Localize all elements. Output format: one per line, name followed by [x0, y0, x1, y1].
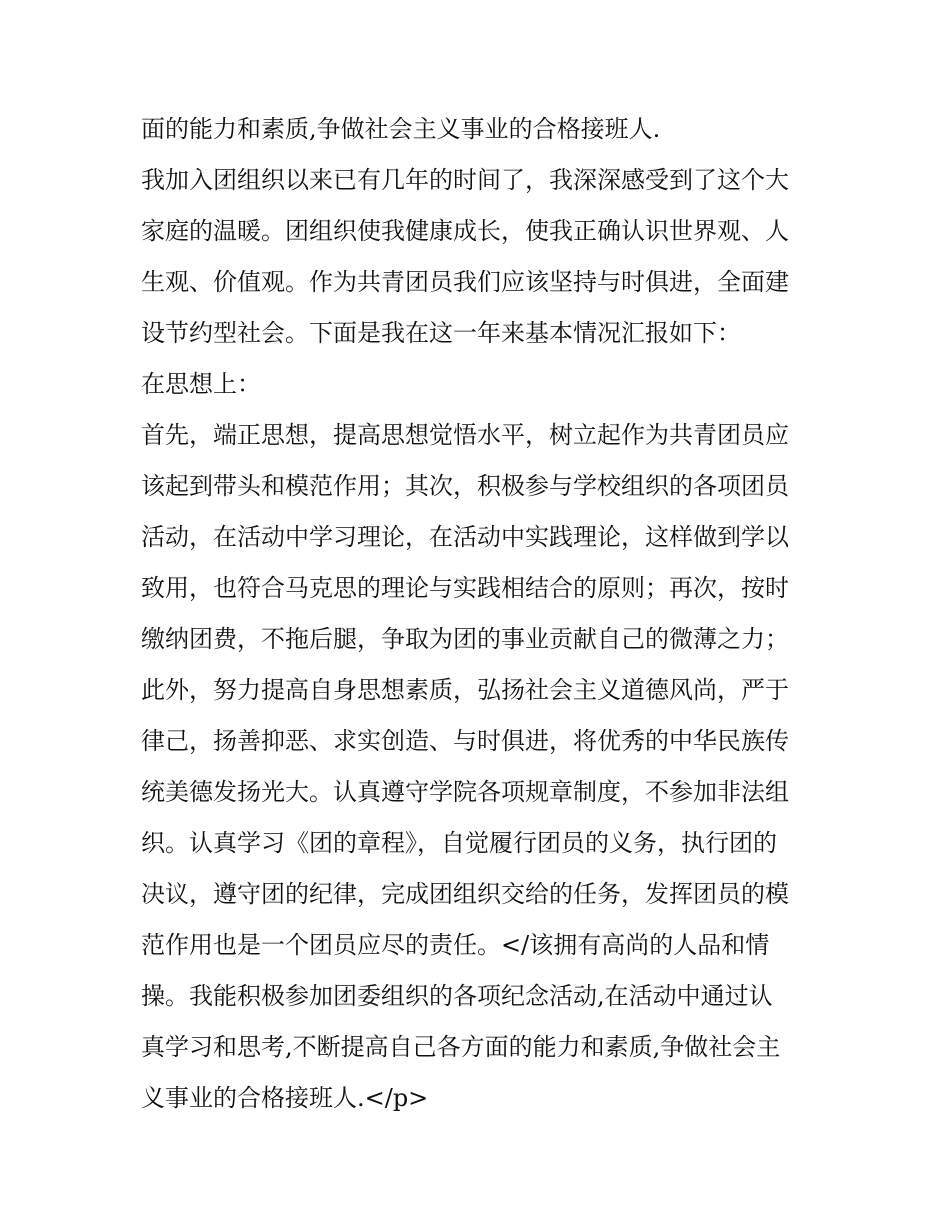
text-line: 致用，也符合马克思的理论与实践相结合的原则；再次，按时: [141, 574, 789, 602]
text-line: 家庭的温暖。团组织使我健康成长，使我正确认识世界观、人: [141, 217, 789, 245]
section-heading: 在思想上：: [141, 370, 261, 398]
text-line: 统美德发扬光大。认真遵守学院各项规章制度，不参加非法组: [141, 778, 789, 806]
text-line: 活动，在活动中学习理论，在活动中实践理论，这样做到学以: [141, 523, 789, 551]
text-line: 律己，扬善抑恶、求实创造、与时俱进，将优秀的中华民族传: [141, 727, 789, 755]
text-line: 设节约型社会。下面是我在这一年来基本情况汇报如下：: [141, 319, 741, 347]
text-line: 首先，端正思想，提高思想觉悟水平，树立起作为共青团员应: [141, 421, 789, 449]
text-line: 范作用也是一个团员应尽的责任。</该拥有高尚的人品和情: [141, 931, 770, 959]
text-line: 我加入团组织以来已有几年的时间了，我深深感受到了这个大: [141, 166, 789, 194]
text-line: 缴纳团费，不拖后腿，争取为团的事业贡献自己的微薄之力；: [141, 625, 789, 653]
text-line: 决议，遵守团的纪律，完成团组织交给的任务，发挥团员的模: [141, 880, 789, 908]
text-line: 生观、价值观。作为共青团员我们应该坚持与时俱进，全面建: [141, 268, 789, 296]
body-text: [141, 104, 821, 1124]
text-line: 织。认真学习《团的章程》，自觉履行团员的义务，执行团的: [141, 829, 777, 857]
text-line: 义事业的合格接班人.</p>: [141, 1084, 429, 1112]
text-line: 此外，努力提高自身思想素质，弘扬社会主义道德风尚，严于: [141, 676, 789, 704]
text-line: 该起到带头和模范作用；其次，积极参与学校组织的各项团员: [141, 472, 789, 500]
text-line: 面的能力和素质,争做社会主义事业的合格接班人.: [141, 115, 661, 143]
text-line: 真学习和思考,不断提高自己各方面的能力和素质,争做社会主: [141, 1033, 781, 1061]
text-line: 操。我能积极参加团委组织的各项纪念活动,在活动中通过认: [141, 982, 773, 1010]
